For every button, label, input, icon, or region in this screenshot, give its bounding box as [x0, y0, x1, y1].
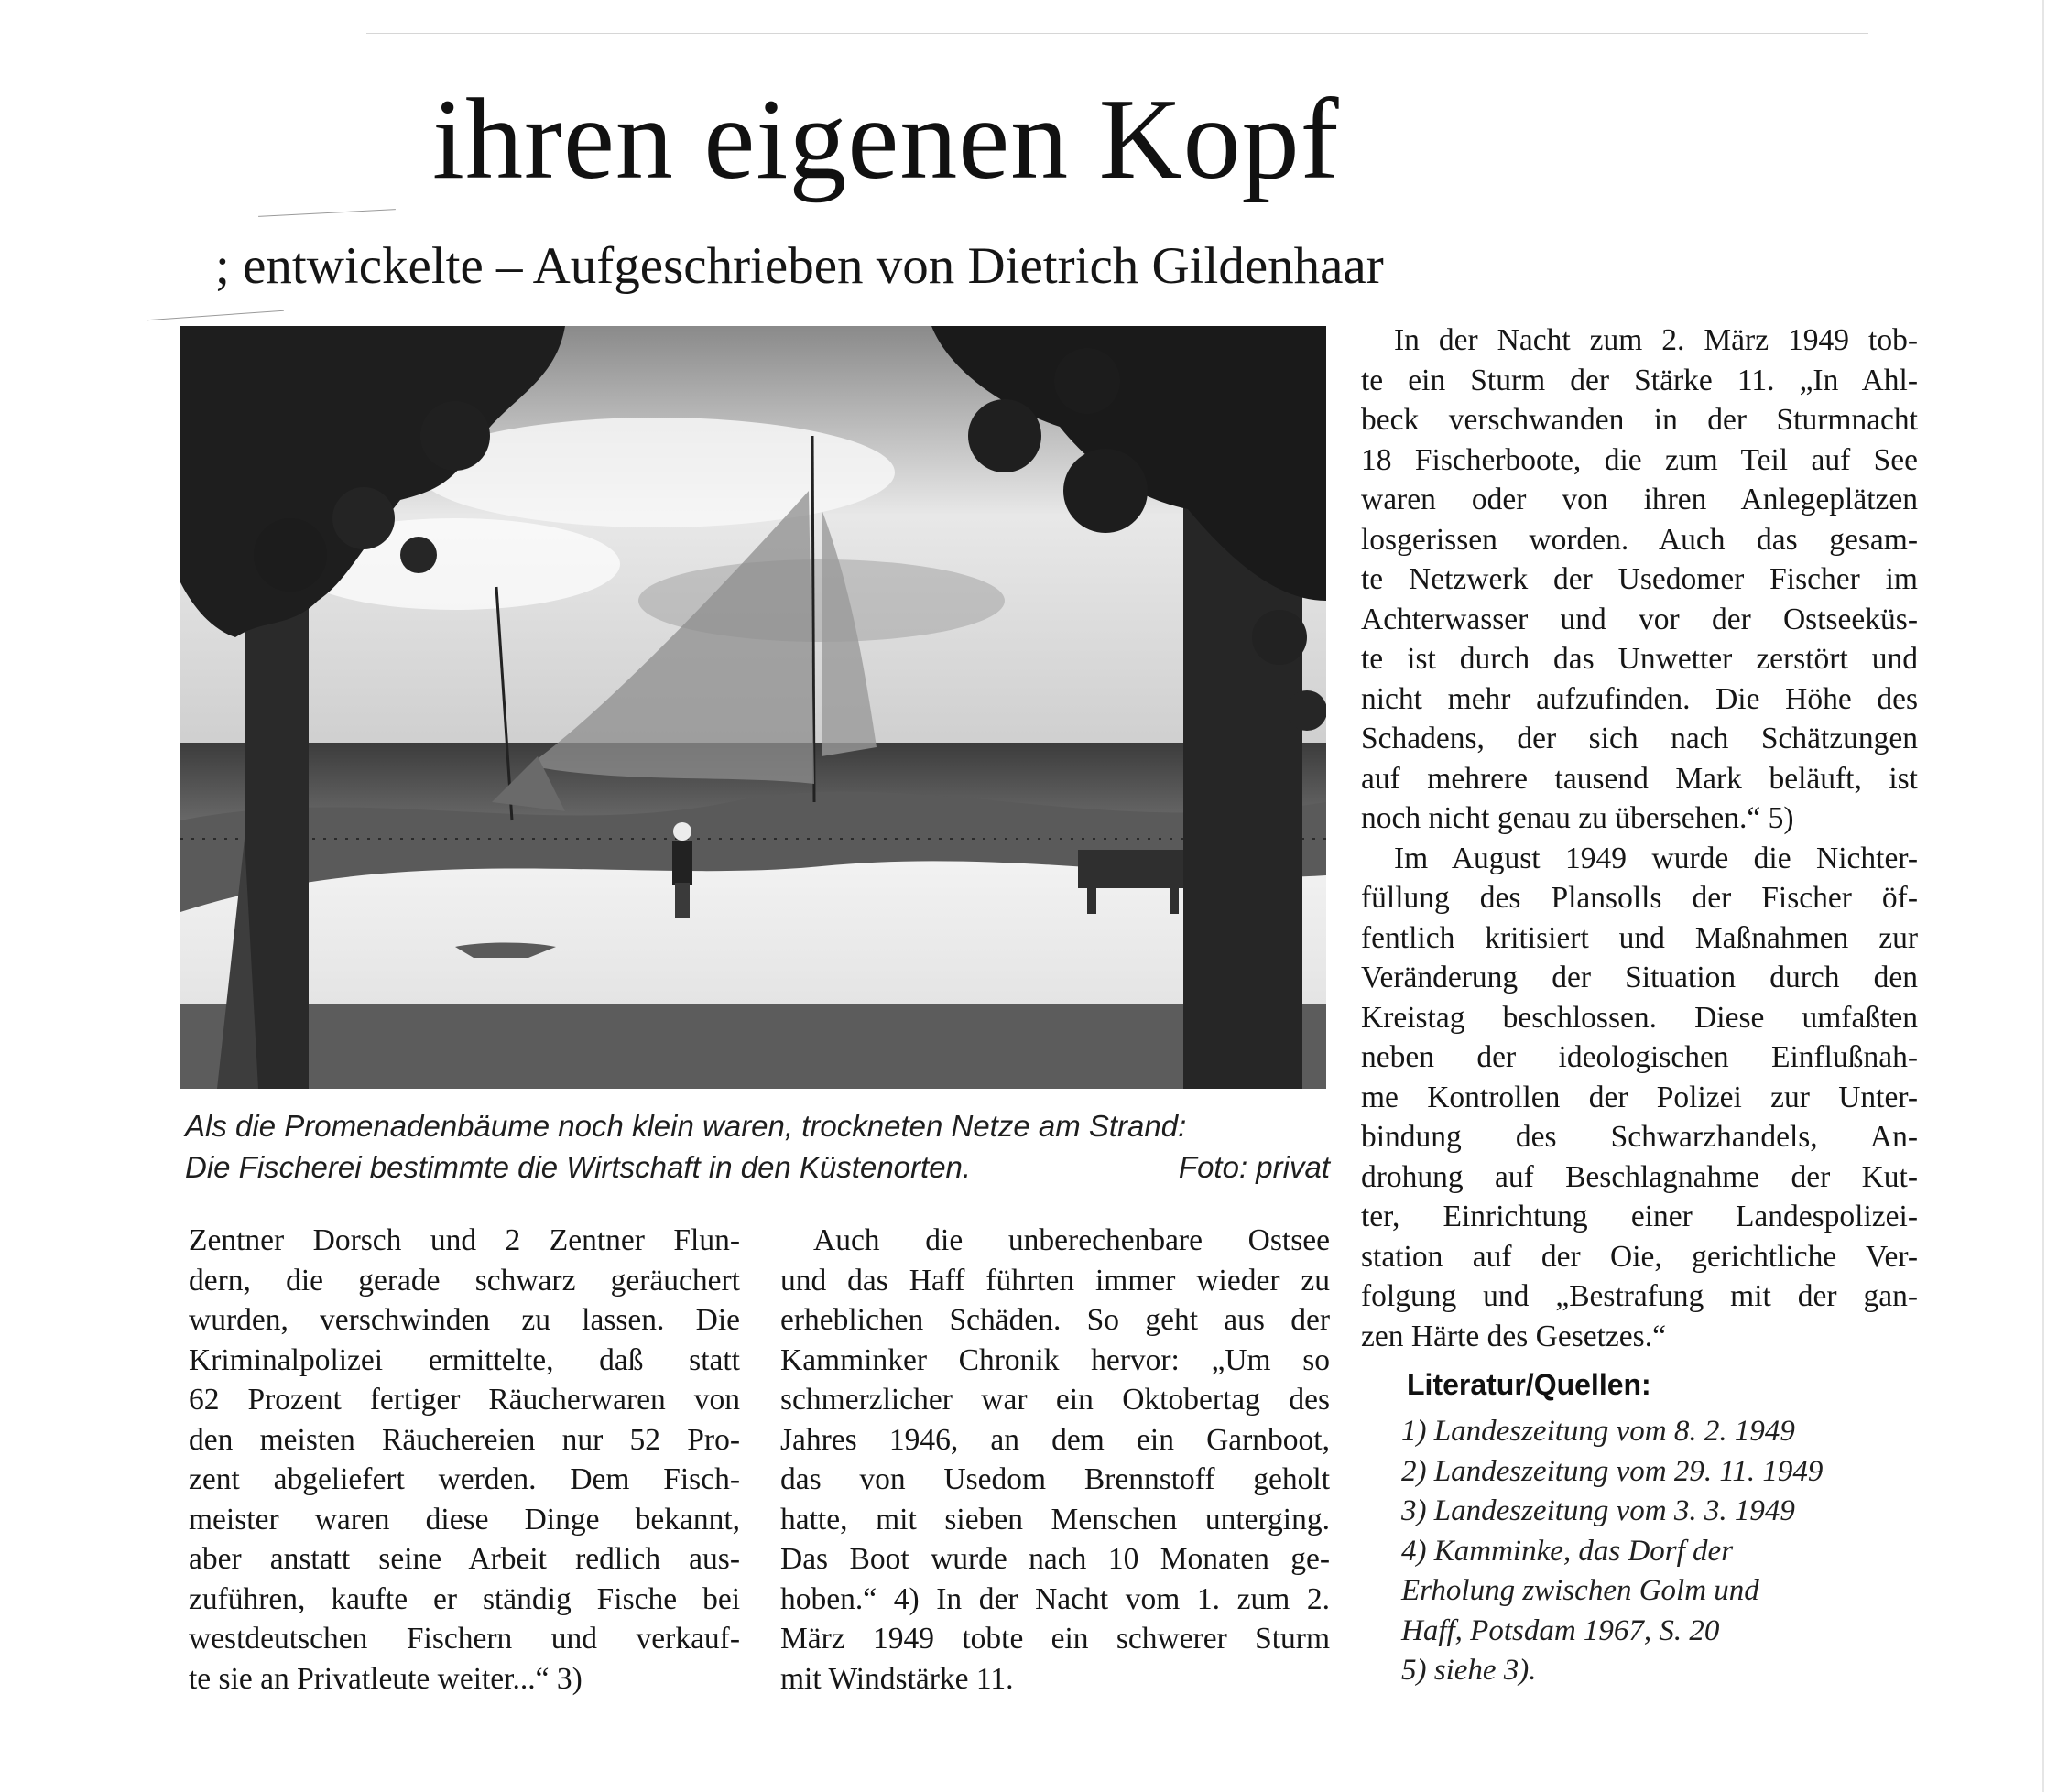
source-item: Erholung zwischen Golm und — [1401, 1574, 1759, 1607]
article-column-middle — [780, 1221, 1330, 1699]
text-line: hoben.“ 4) In der Nacht vom 1. zum 2. — [780, 1581, 1330, 1616]
source-item: Haff, Potsdam 1967, S. 20 — [1401, 1613, 1720, 1647]
photo-credit: Foto: privat — [1178, 1150, 1330, 1184]
text-line: Auch die unberechenbare Ostsee — [813, 1223, 1330, 1257]
text-line: auf mehrere tausend Mark beläuft, ist — [1361, 761, 1918, 796]
text-line: aber anstatt seine Arbeit redlich aus- — [189, 1542, 740, 1576]
scan-edge-right — [2042, 0, 2044, 1792]
text-line: Zentner Dorsch und 2 Zentner Flun- — [189, 1223, 740, 1257]
text-line: te Netzwerk der Usedomer Fischer im — [1361, 562, 1918, 596]
text-line: meister waren diese Dinge bekannt, — [189, 1502, 740, 1537]
beach-photo — [180, 326, 1326, 1089]
text-line: Im August 1949 wurde die Nichter- — [1394, 841, 1918, 875]
text-line: waren oder von ihren Anlegeplätzen — [1361, 483, 1918, 516]
text-line: Kriminalpolizei ermittelte, daß statt — [189, 1342, 740, 1377]
text-line: mit Windstärke 11. — [780, 1661, 1014, 1696]
clipping-cut-line — [258, 209, 396, 217]
text-line: erheblichen Schäden. So geht aus der — [780, 1303, 1330, 1337]
text-line: hatte, mit sieben Menschen unterging. — [780, 1502, 1330, 1537]
source-item: 1) Landeszeitung vom 8. 2. 1949 — [1401, 1415, 1795, 1448]
scan-edge-top — [366, 33, 1868, 34]
text-line: te sie an Privatleute weiter...“ 3) — [189, 1661, 583, 1696]
source-item: 2) Landeszeitung vom 29. 11. 1949 — [1401, 1454, 1824, 1488]
article-column-left — [189, 1221, 740, 1699]
text-line: bindung des Schwarzhandels, An- — [1361, 1120, 1918, 1154]
text-line: zen Härte des Gesetzes.“ — [1361, 1319, 1666, 1353]
text-line: Jahres 1946, an dem ein Garnboot, — [780, 1422, 1330, 1457]
clipping-cut-line — [147, 310, 284, 320]
text-line: ter, Einrichtung einer Landespolizei- — [1361, 1200, 1918, 1233]
text-line: füllung des Plansolls der Fischer öf- — [1361, 881, 1918, 915]
text-line: Das Boot wurde nach 10 Monaten ge- — [780, 1542, 1330, 1576]
article-column-right — [1361, 320, 1918, 1356]
text-line: losgerissen worden. Auch das gesam- — [1361, 522, 1918, 557]
text-line: schmerzlicher war ein Oktobertag des — [780, 1383, 1330, 1417]
text-line: Achterwasser und vor der Ostseeküs- — [1361, 602, 1918, 636]
source-item: 3) Landeszeitung vom 3. 3. 1949 — [1401, 1494, 1795, 1527]
text-line: neben der ideologischen Einflußnah- — [1361, 1040, 1918, 1074]
text-line: den meisten Räuchereien nur 52 Pro- — [189, 1422, 740, 1457]
text-line: wurden, verschwinden zu lassen. Die — [189, 1303, 740, 1337]
text-line: das von Usedom Brennstoff geholt — [780, 1462, 1330, 1496]
text-line: und das Haff führten immer wieder zu — [780, 1263, 1330, 1298]
text-line: Kamminker Chronik hervor: „Um so — [780, 1342, 1330, 1377]
text-line: nicht mehr aufzufinden. Die Höhe des — [1361, 681, 1918, 716]
caption-line: Als die Promenadenbäume noch klein waren, trockneten Netze am Strand: — [185, 1109, 1187, 1143]
text-line: In der Nacht zum 2. März 1949 tob- — [1394, 323, 1918, 357]
text-line: folgung und „Bestrafung mit der gan- — [1361, 1279, 1918, 1313]
text-line: zuführen, kaufte er ständig Fische bei — [189, 1581, 740, 1616]
grass-foreground — [180, 1004, 1326, 1089]
text-line: beck verschwanden in der Sturmnacht — [1361, 403, 1918, 437]
sources-heading: Literatur/Quellen: — [1407, 1368, 1651, 1401]
text-line: 18 Fischerboote, die zum Teil auf See — [1361, 442, 1918, 477]
text-line: 62 Prozent fertiger Räucherwaren von — [189, 1383, 740, 1417]
text-line: Schadens, der sich nach Schätzungen — [1361, 722, 1918, 755]
text-line: Kreistag beschlossen. Diese umfaßten — [1361, 1000, 1918, 1035]
caption-line: Die Fischerei bestimmte die Wirtschaft in den Küstenorten. — [185, 1150, 972, 1184]
photo-caption — [185, 1105, 1330, 1188]
article-headline: ihren eigenen Kopf — [432, 76, 1340, 203]
sources-list — [1401, 1412, 1969, 1691]
text-line: me Kontrollen der Polizei zur Unter- — [1361, 1080, 1918, 1114]
text-line: Veränderung der Situation durch den — [1361, 961, 1918, 994]
text-line: fentlich kritisiert und Maßnahmen zur — [1361, 920, 1918, 955]
text-line: te ein Sturm der Stärke 11. „In Ahl- — [1361, 363, 1918, 397]
article-subheadline: ; entwickelte – Aufgeschrieben von Dietrich Gildenhaar — [215, 237, 1384, 295]
text-line: dern, die gerade schwarz geräuchert — [189, 1263, 740, 1298]
text-line: zent abgeliefert werden. Dem Fisch- — [189, 1462, 740, 1496]
fisherman — [672, 822, 692, 918]
tree-trunk-left — [245, 564, 309, 1089]
text-line: noch nicht genau zu übersehen.“ 5) — [1361, 801, 1794, 835]
text-line: station auf der Oie, gerichtliche Ver- — [1361, 1239, 1918, 1274]
source-item: 4) Kamminke, das Dorf der — [1401, 1534, 1734, 1568]
text-line: drohung auf Beschlagnahme der Kut- — [1361, 1159, 1918, 1194]
text-line: westdeutschen Fischern und verkauf- — [189, 1622, 740, 1656]
text-line: te ist durch das Unwetter zerstört und — [1361, 642, 1918, 676]
source-item: 5) siehe 3). — [1401, 1654, 1537, 1687]
text-line: März 1949 tobte ein schwerer Sturm — [780, 1622, 1330, 1656]
